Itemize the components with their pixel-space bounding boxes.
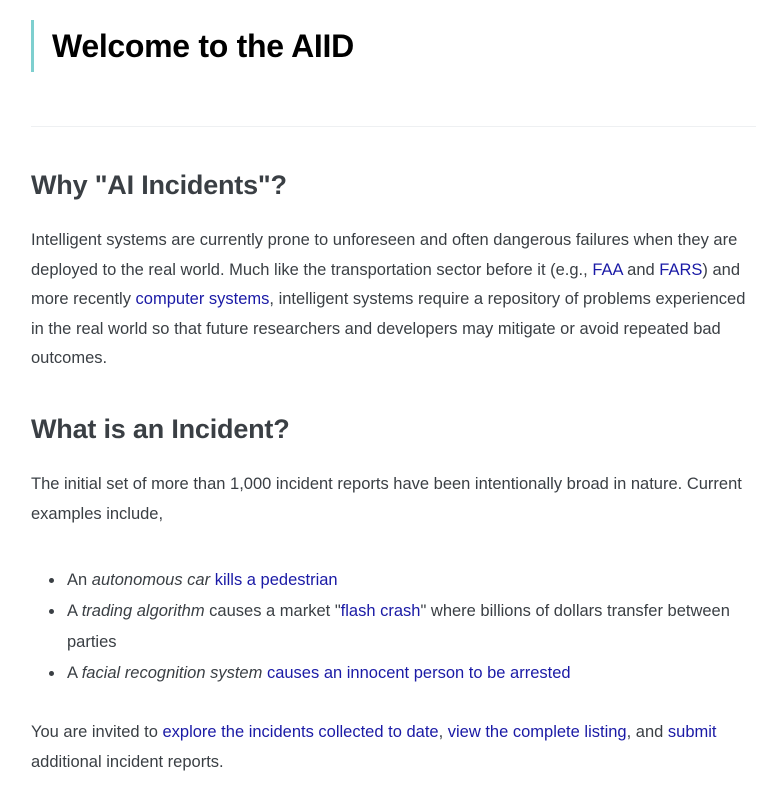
fars-link[interactable]: FARS [659,260,703,279]
example-emphasis: trading algorithm [81,602,205,620]
why-text-2: and [622,260,660,279]
page-title: Welcome to the AIID [52,27,354,64]
example-prefix: A [67,664,82,682]
example-prefix: An [67,571,92,589]
faa-link[interactable]: FAA [592,260,623,279]
why-text-3: ) and more recently [31,260,741,308]
example-suffix: " where billions of dollars transfer between parties [67,602,730,651]
invite-text-2: , [438,723,448,741]
submit-link[interactable]: submit [667,723,717,741]
list-item [67,596,757,658]
example-prefix: A [67,602,82,620]
what-is-incident-intro: The initial set of more than 1,000 incident reports have been intentionally broad in nature. Current examples include, [31,475,742,523]
innocent-person-arrested-link[interactable]: causes an innocent person to be arrested [266,664,571,682]
computer-systems-link[interactable]: computer systems [135,290,270,308]
explore-incidents-link[interactable]: explore the incidents collected to date [162,723,439,741]
example-emphasis: autonomous car [91,571,211,589]
invite-text-4: additional incident reports. [31,752,224,771]
kills-a-pedestrian-link[interactable]: kills a pedestrian [214,571,338,589]
why-text-1: Intelligent systems are currently prone to unforeseen and often dangerous failures when they are deployed to the real world. Much like the transportation sector before it (e.g., [31,231,738,279]
incident-examples-list [31,565,757,689]
invite-text-1: You are invited to [31,723,163,741]
why-ai-incidents-heading: Why "AI Incidents"? [31,170,287,200]
invitation-paragraph [31,718,753,777]
title-block [31,20,354,72]
view-complete-listing-link[interactable]: view the complete listing [447,723,627,741]
why-text-4: , intelligent systems require a repository of problems experienced in the real world so that future researchers and developers may mitigate or avoid repeated bad outcomes. [31,290,746,367]
example-emphasis: facial recognition system [81,664,263,682]
what-is-incident-heading: What is an Incident? [31,414,290,444]
section-divider [31,126,756,127]
example-middle: causes a market " [204,602,341,620]
list-item [67,658,757,689]
list-item [67,565,757,596]
flash-crash-link[interactable]: flash crash [340,602,421,620]
why-ai-incidents-paragraph [31,226,753,374]
invite-text-3: , and [626,723,668,741]
